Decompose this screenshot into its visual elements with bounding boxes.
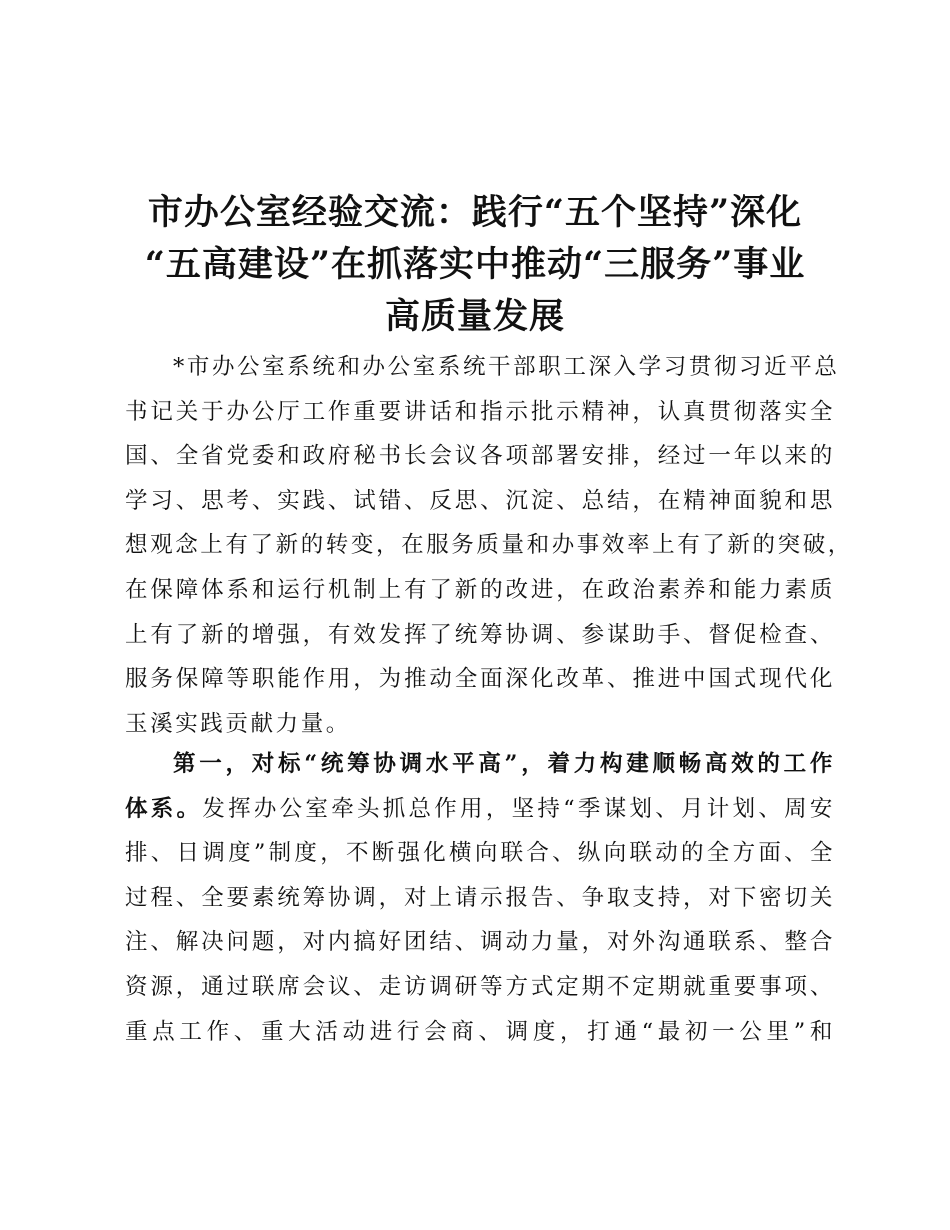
title-line-3: 高质量发展 xyxy=(384,296,565,337)
section-one-heading: 第一，对标“统筹协调水平高”，着力构建顺畅高效的工作 xyxy=(173,751,835,777)
intro-line-8: 服务保障等职能作用，为推动全面深化改革、推进中国式现代化 xyxy=(125,666,835,693)
section-one-paragraph xyxy=(125,742,835,1054)
title-line-2: “五高建设”在抓落实中推动“三服务”事业 xyxy=(144,244,806,285)
intro-line-9: 玉溪实践贡献力量。 xyxy=(125,710,351,737)
intro-line-7: 上有了新的增强，有效发挥了统筹协调、参谋助手、督促检查、 xyxy=(125,621,835,648)
section-one-line-4: 过程、全要素统筹协调，对上请示报告、争取支持，对下密切关 xyxy=(125,884,835,911)
section-one-line-2 xyxy=(125,787,835,832)
intro-line-4: 学习、思考、实践、试错、反思、沉淀、总结，在精神面貌和思 xyxy=(125,487,835,514)
intro-line-2: 书记关于办公厅工作重要讲话和指示批示精神，认真贯彻落实全 xyxy=(125,398,835,425)
intro-line-1: *市办公室系统和办公室系统干部职工深入学习贯彻习近平总 xyxy=(173,354,840,380)
intro-line-3: 国、全省党委和政府秘书长会议各项部署安排，经过一年以来的 xyxy=(125,443,835,470)
document-title xyxy=(120,187,830,343)
section-one-line-7: 重点工作、重大活动进行会商、调度，打通“最初一公里”和 xyxy=(125,1018,835,1045)
intro-line-5: 想观念上有了新的转变，在服务质量和办事效率上有了新的突破， xyxy=(125,532,853,559)
intro-line-6: 在保障体系和运行机制上有了新的改进，在政治素养和能力素质 xyxy=(125,576,835,603)
section-one-line-5: 注、解决问题，对内搞好团结、调动力量，对外沟通联系、整合 xyxy=(125,929,835,956)
section-one-line-2-text: 发挥办公室牵头抓总作用，坚持“季谋划、月计划、周安 xyxy=(202,795,835,822)
intro-paragraph xyxy=(125,345,853,746)
section-one-heading-end: 体系。 xyxy=(125,795,203,822)
section-one-line-6: 资源，通过联席会议、走访调研等方式定期不定期就重要事项、 xyxy=(125,973,835,1000)
title-line-1: 市办公室经验交流：践行“五个坚持”深化 xyxy=(147,192,803,233)
section-one-line-3: 排、日调度”制度，不断强化横向联合、纵向联动的全方面、全 xyxy=(125,840,835,867)
